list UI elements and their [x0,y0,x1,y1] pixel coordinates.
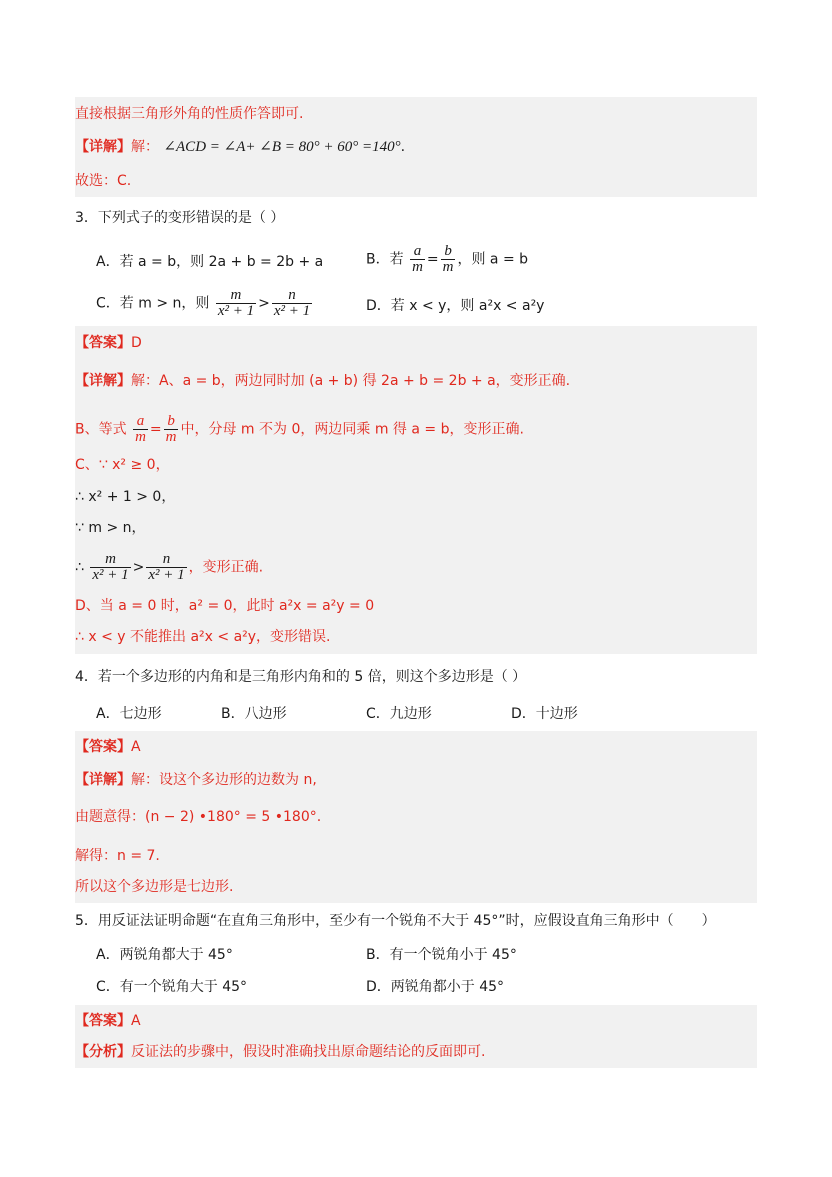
q5-option-d: D．两锐角都小于 45° [366,979,505,995]
q5-option-b: B．有一个锐角小于 45° [366,947,517,963]
q4-stem: 4．若一个多边形的内角和是三角形内角和的 5 倍，则这个多边形是（ ） [75,669,527,685]
q2-hint: 直接根据三角形外角的性质作答即可. [75,106,304,122]
fraction-b-over-m: $\frac{b}{m}$ [442,243,454,275]
q4-option-a: A．七边形 [96,706,162,722]
q3-detail-7: D、当 a = 0 时，a² = 0，此时 a²x = a²y = 0 [75,598,375,614]
q4-option-b: B．八边形 [221,706,287,722]
q5-option-c: C．有一个锐角大于 45° [96,979,248,995]
q3-answer-value: D [131,335,142,351]
q3-stem: 3．下列式子的变形错误的是（ ） [75,210,285,226]
q5-answer-value: A [131,1013,141,1029]
q3-detail-1: 【详解】解：A、a = b，两边同时加 (a + b) 得 2a + b = 2b + a，变形正确. [75,373,571,389]
fraction-n-over-den-2: $\frac{n}{\text{x² + 1}}$ [148,551,185,583]
q5-option-a: A．两锐角都大于 45° [96,947,233,963]
fraction-a-over-m: $\frac{a}{m}$ [412,243,423,275]
q4-detail-1: 【详解】解：设这个多边形的边数为 n, [75,772,317,788]
fraction-m-over-den-2: $\frac{m}{\text{x² + 1}}$ [92,551,129,583]
q5-analysis: 【分析】反证法的步骤中，假设时准确找出原命题结论的反面即可. [75,1044,486,1060]
q3-option-b: B．若 $\frac{a}{m}$ = $\frac{b}{m}$ ，则 a = b [366,243,529,275]
q4-detail-3: 解得：n = 7. [75,848,160,864]
q3-option-c: C．若 m > n，则 $\frac{m}{\text{x² + 1}}$ > $\frac{n}{\text{x² + 1}}$ [96,287,311,319]
fraction-a-over-m-2: $\frac{a}{m}$ [135,413,146,445]
q2-formula: ∠ACD = ∠A+ ∠B = 80° + 60° =140° [163,139,401,155]
fraction-m-over-den: $\frac{m}{\text{x² + 1}}$ [217,287,255,319]
q4-option-d: D．十边形 [511,706,578,722]
fraction-n-over-den: $\frac{n}{\text{x² + 1}}$ [273,287,311,319]
q3-detail-8: ∴ x < y 不能推出 a²x < a²y，变形错误. [75,629,331,645]
q3-detail-6: ∴ $\frac{m}{\text{x² + 1}}$ > $\frac{n}{\text{x² + 1}}$ ，变形正确. [75,551,264,583]
q3-detail-5: ∵ m > n， [75,520,146,536]
q5-stem: 5．用反证法证明命题“在直角三角形中，至少有一个锐角不大于 45°”时，应假设直角三角形中（ ） [75,913,716,929]
q2-detail: 【详解】解： ∠ACD = ∠A+ ∠B = 80° + 60° =140°. [75,139,406,155]
fraction-b-over-m-2: $\frac{b}{m}$ [165,413,177,445]
q4-answer-value: A [131,739,141,755]
q4-answer: 【答案】A [75,739,141,755]
q3-answer: 【答案】D [75,335,142,351]
q3-detail-4: ∴ x² + 1 > 0， [75,489,176,505]
q3-detail-3: C、∵ x² ≥ 0， [75,457,170,473]
q3-option-d: D．若 x < y，则 a²x < a²y [366,298,545,314]
q2-choose: 故选：C. [75,173,132,189]
q4-option-c: C．九边形 [366,706,432,722]
q3-detail-2: B、等式 $\frac{a}{m}$ = $\frac{b}{m}$ 中，分母 m 不为 0，两边同乘 m 得 a = b，变形正确. [75,413,524,445]
q5-answer: 【答案】A [75,1013,141,1029]
q3-option-a: A．若 a = b，则 2a + b = 2b + a [96,254,324,270]
q4-detail-4: 所以这个多边形是七边形. [75,879,234,895]
detail-tag: 【详解】 [75,139,131,155]
q4-detail-2: 由题意得：(n − 2) •180° = 5 •180°. [75,809,322,825]
